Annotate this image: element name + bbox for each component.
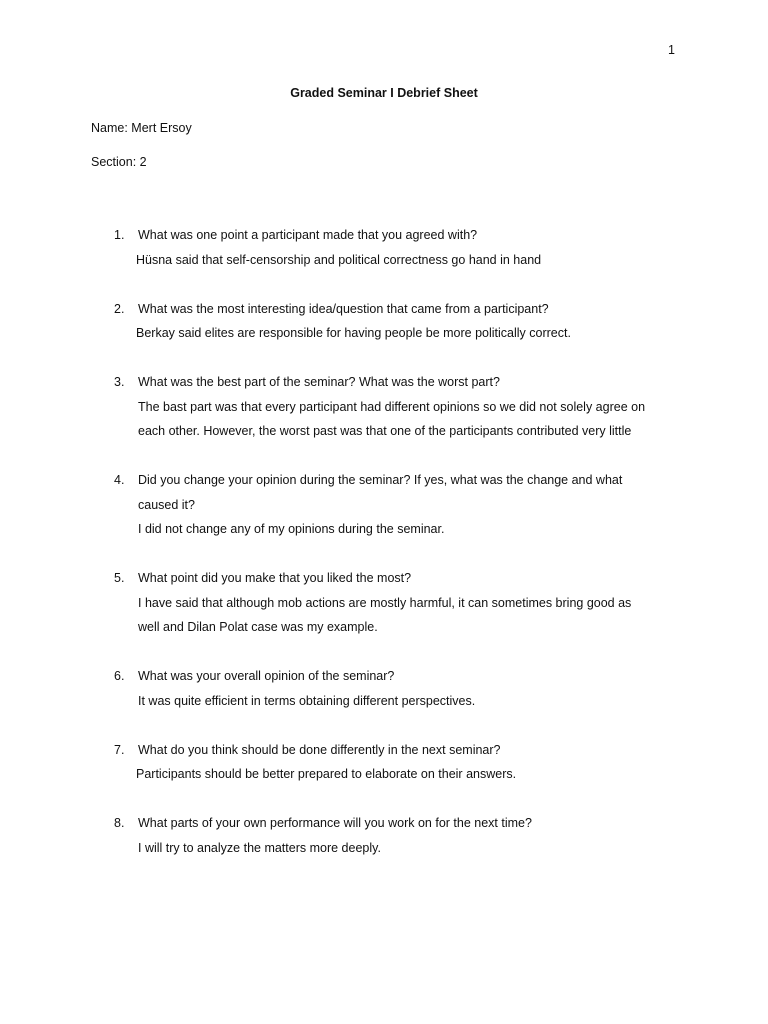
answer-text: The bast part was that every participant had different opinions so we did not solely agree on (138, 399, 646, 414)
question-number: 8. (114, 816, 125, 830)
name-line: Name: Mert Ersoy (91, 121, 192, 135)
answer-text: well and Dilan Polat case was my example. (138, 620, 378, 634)
question-number: 5. (114, 571, 125, 585)
question-text: What was the best part of the seminar? What was the worst part? (138, 375, 500, 389)
question-item (0, 811, 768, 860)
question-number: 6. (114, 669, 125, 683)
question-list (0, 223, 768, 885)
question-text: Did you change your opinion during the seminar? If yes, what was the change and what (138, 473, 623, 487)
question-text-continued: caused it? (138, 497, 195, 512)
question-item (0, 370, 768, 444)
question-number: 3. (114, 375, 125, 389)
answer-text: Berkay said elites are responsible for having people be more politically correct. (136, 326, 571, 340)
answer-text: Participants should be better prepared to elaborate on their answers. (136, 767, 517, 781)
question-item (0, 223, 768, 272)
document-title: Graded Seminar I Debrief Sheet (290, 86, 478, 100)
answer-text: each other. However, the worst past was that one of the participants contributed very little (138, 424, 632, 438)
section-line: Section: 2 (91, 155, 147, 169)
question-text: What do you think should be done differently in the next seminar? (138, 742, 501, 757)
answer-text: I did not change any of my opinions during the seminar. (138, 522, 445, 536)
page-number: 1 (668, 43, 675, 57)
question-number: 1. (114, 228, 125, 242)
answer-text: It was quite efficient in terms obtaining different perspectives. (138, 693, 476, 708)
question-number: 2. (114, 301, 125, 316)
question-item (0, 664, 768, 713)
answer-text: I will try to analyze the matters more deeply. (138, 840, 381, 855)
question-number: 4. (114, 473, 125, 487)
question-text: What parts of your own performance will you work on for the next time? (138, 816, 532, 830)
question-item (0, 297, 768, 346)
question-item (0, 738, 768, 787)
question-item (0, 566, 768, 640)
question-item (0, 468, 768, 542)
question-text: What was the most interesting idea/question that came from a participant? (138, 301, 549, 316)
answer-text: Hüsna said that self-censorship and political correctness go hand in hand (136, 252, 542, 267)
question-number: 7. (114, 742, 125, 757)
question-text: What was your overall opinion of the seminar? (138, 669, 395, 683)
answer-text: I have said that although mob actions are mostly harmful, it can sometimes bring good as (138, 595, 632, 610)
question-text: What point did you make that you liked the most? (138, 571, 412, 585)
question-text: What was one point a participant made that you agreed with? (138, 228, 478, 242)
